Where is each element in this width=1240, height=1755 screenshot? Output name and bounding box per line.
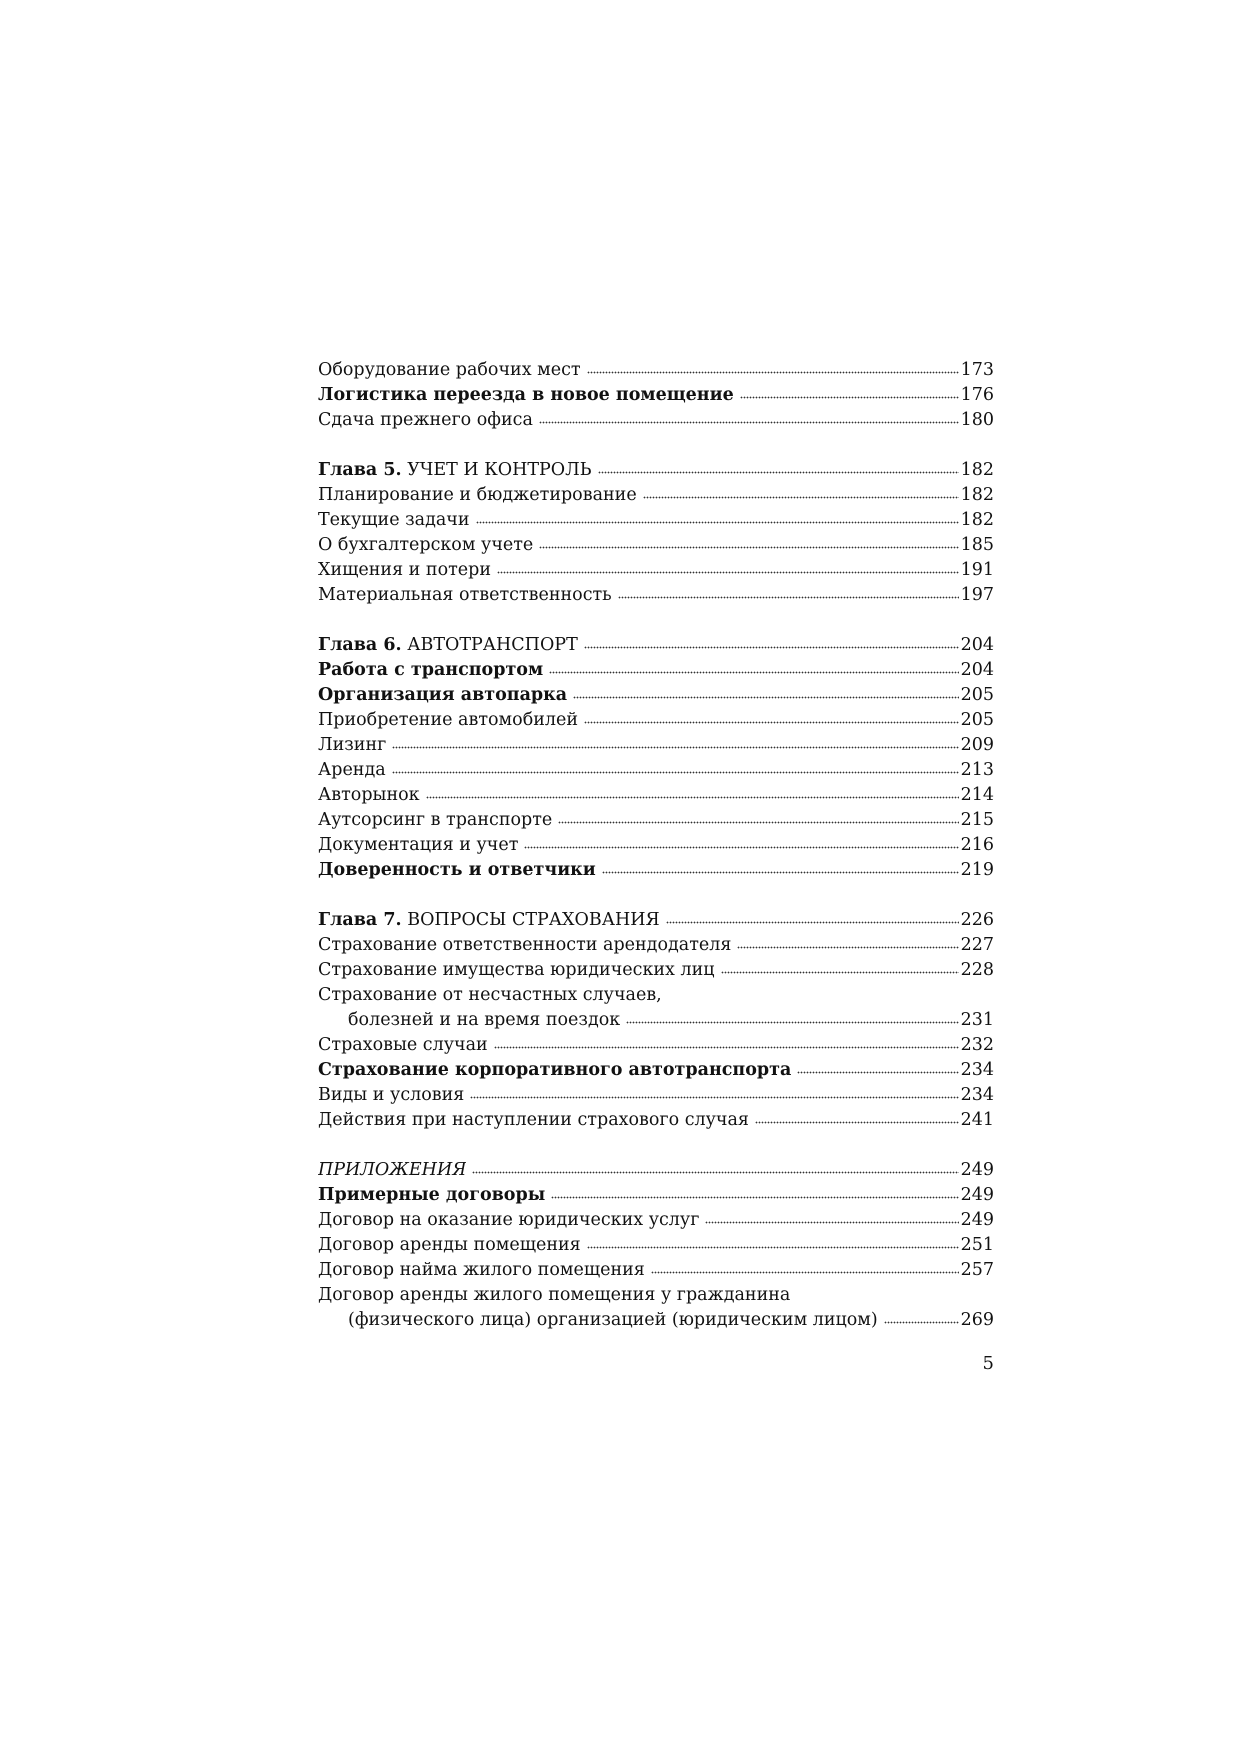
toc-section: [318, 633, 994, 883]
toc-entry-title: [318, 558, 491, 583]
leader-dots: [476, 519, 959, 525]
toc-page-number: 204: [960, 660, 994, 680]
toc-entry[interactable]: [318, 658, 994, 683]
toc-entry-text: Страховые случаи: [318, 1035, 488, 1055]
toc-entry-text: Страхование ответственности арендодателя: [318, 935, 732, 955]
toc-entry-title: [318, 1158, 466, 1183]
toc-page-number: 176: [960, 385, 994, 405]
toc-entry[interactable]: [318, 1058, 994, 1083]
leader-dots: [558, 819, 958, 825]
toc-entry-text: Лизинг: [318, 735, 387, 755]
chapter-label: Глава 5.: [318, 460, 402, 480]
toc-entry-text: Договор аренды помещения: [318, 1235, 581, 1255]
toc-entry[interactable]: [318, 1108, 994, 1133]
toc-entry[interactable]: [318, 533, 994, 558]
leader-dots: [551, 1194, 958, 1200]
toc-entry[interactable]: [318, 358, 994, 383]
leader-dots: [470, 1094, 958, 1100]
toc-page-number: 197: [960, 585, 994, 605]
toc-entry[interactable]: [318, 1208, 994, 1233]
toc-entry-text: Сдача прежнего офиса: [318, 410, 533, 430]
leader-dots: [666, 919, 959, 925]
toc-entry-text: Работа с транспортом: [318, 660, 544, 680]
toc-entry[interactable]: [318, 858, 994, 883]
toc-page-number: 182: [960, 485, 994, 505]
toc-chapter-entry[interactable]: [318, 633, 994, 658]
toc-entry[interactable]: [318, 1183, 994, 1208]
leader-dots: [740, 394, 959, 400]
leader-dots: [392, 744, 958, 750]
toc-page-number: 182: [960, 460, 994, 480]
toc-entry-text: Логистика переезда в новое помещение: [318, 385, 734, 405]
chapter-label: Глава 7.: [318, 910, 402, 930]
toc-entry[interactable]: [318, 483, 994, 508]
toc-entry-text: Текущие задачи: [318, 510, 470, 530]
toc-entry-title: [318, 1033, 488, 1058]
toc-page-number: 219: [960, 860, 994, 880]
leader-dots: [618, 594, 959, 600]
toc-entry-title: [318, 983, 662, 1008]
toc-entry-title: [318, 908, 660, 933]
toc-entry-title: [318, 808, 552, 833]
toc-entry-title: [318, 783, 420, 808]
toc-entry-text: О бухгалтерском учете: [318, 535, 534, 555]
leader-dots: [539, 544, 958, 550]
leader-dots: [737, 944, 958, 950]
toc-page-number: 205: [960, 685, 994, 705]
toc-entry-text: Примерные договоры: [318, 1185, 546, 1205]
toc-section: [318, 358, 994, 433]
toc-entry-text: Авторынок: [318, 785, 420, 805]
toc-entry[interactable]: [318, 683, 994, 708]
toc-entry[interactable]: [318, 1283, 994, 1308]
leader-dots: [472, 1169, 958, 1175]
toc-entry-title: [318, 1258, 645, 1283]
toc-entry-text: Договор найма жилого помещения: [318, 1260, 645, 1280]
leader-dots: [426, 794, 959, 800]
toc-page-number: 249: [960, 1210, 994, 1230]
toc-chapter-entry[interactable]: [318, 458, 994, 483]
toc-page-number: 213: [960, 760, 994, 780]
leader-dots: [651, 1269, 959, 1275]
leader-dots: [494, 1044, 959, 1050]
leader-dots: [797, 1069, 958, 1075]
toc-entry-title: [318, 1208, 699, 1233]
toc-entry-text: Договор на оказание юридических услуг: [318, 1210, 700, 1230]
toc-chapter-entry[interactable]: [318, 908, 994, 933]
leader-dots: [539, 419, 959, 425]
leader-dots: [497, 569, 959, 575]
toc-entry-title: [318, 458, 592, 483]
toc-entry-continuation[interactable]: [318, 1308, 994, 1333]
toc-entry-text: УЧЕТ И КОНТРОЛЬ: [407, 460, 592, 480]
toc-section: [318, 908, 994, 1133]
leader-dots: [643, 494, 959, 500]
leader-dots: [573, 694, 958, 700]
toc-entry-text: Оборудование рабочих мест: [318, 360, 581, 380]
toc-entry-text: ПРИЛОЖЕНИЯ: [318, 1160, 467, 1180]
leader-dots: [602, 869, 959, 875]
toc-entry[interactable]: [318, 1233, 994, 1258]
leader-dots: [584, 719, 959, 725]
toc-entry-continuation-text: (физического лица) организацией (юридическим лицом): [348, 1310, 878, 1330]
toc-entry-title: [318, 408, 533, 433]
toc-page-number: 182: [960, 510, 994, 530]
toc-entry-title: [318, 758, 386, 783]
toc-entry-continuation[interactable]: [318, 1008, 994, 1033]
toc-entry[interactable]: [318, 508, 994, 533]
toc-page-number: 180: [960, 410, 994, 430]
toc-entry[interactable]: [318, 783, 994, 808]
toc-entry-title: [318, 533, 533, 558]
toc-entry[interactable]: [318, 1158, 994, 1183]
leader-dots: [755, 1119, 959, 1125]
toc-page-number: 173: [960, 360, 994, 380]
toc-page-number: 227: [960, 935, 994, 955]
page-number: 5: [982, 1353, 994, 1374]
table-of-contents: [318, 358, 994, 1358]
toc-entry-title: [318, 483, 637, 508]
toc-entry-text: Приобретение автомобилей: [318, 710, 579, 730]
toc-entry-title: [318, 1083, 464, 1108]
toc-entry-text: Аутсорсинг в транспорте: [318, 810, 553, 830]
leader-dots: [884, 1319, 959, 1325]
toc-entry-text: Документация и учет: [318, 835, 519, 855]
toc-page-number: 241: [960, 1110, 994, 1130]
toc-page-number: 232: [960, 1035, 994, 1055]
toc-section: [318, 458, 994, 608]
toc-entry[interactable]: [318, 583, 994, 608]
toc-entry[interactable]: [318, 933, 994, 958]
toc-page-number: 204: [960, 635, 994, 655]
toc-entry-text: Виды и условия: [318, 1085, 465, 1105]
toc-entry-text: АВТОТРАНСПОРТ: [407, 635, 578, 655]
toc-page-number: 226: [960, 910, 994, 930]
toc-entry-title: [318, 1283, 790, 1308]
toc-entry-title: [318, 508, 470, 533]
toc-entry-title: [318, 858, 596, 883]
toc-entry-title: [318, 633, 578, 658]
toc-entry[interactable]: [318, 1033, 994, 1058]
toc-page-number: 216: [960, 835, 994, 855]
toc-entry-title: [318, 933, 731, 958]
leader-dots: [392, 769, 959, 775]
leader-dots: [626, 1019, 958, 1025]
toc-entry[interactable]: [318, 408, 994, 433]
leader-dots: [721, 969, 959, 975]
toc-entry[interactable]: [318, 758, 994, 783]
toc-entry-title: [318, 733, 386, 758]
toc-entry[interactable]: [318, 833, 994, 858]
toc-entry-text: Страхование от несчастных случаев,: [318, 985, 662, 1005]
toc-entry-title: [318, 683, 567, 708]
leader-dots: [587, 1244, 959, 1250]
toc-entry-text: Хищения и потери: [318, 560, 492, 580]
toc-entry-continuation-text: болезней и на время поездок: [348, 1010, 621, 1030]
toc-entry[interactable]: [318, 708, 994, 733]
toc-page-number: 209: [960, 735, 994, 755]
leader-dots: [587, 369, 959, 375]
toc-page-number: 214: [960, 785, 994, 805]
toc-page-number: 205: [960, 710, 994, 730]
leader-dots: [705, 1219, 958, 1225]
toc-entry-title: [318, 833, 518, 858]
toc-entry-text: Доверенность и ответчики: [318, 860, 596, 880]
toc-entry-title: [318, 1183, 545, 1208]
toc-entry-text: Действия при наступлении страхового случая: [318, 1110, 749, 1130]
toc-page-number: 257: [960, 1260, 994, 1280]
toc-section: [318, 1158, 994, 1333]
toc-page-number: 249: [960, 1160, 994, 1180]
chapter-label: Глава 6.: [318, 635, 402, 655]
toc-entry-text: Договор аренды жилого помещения у гражданина: [318, 1285, 791, 1305]
toc-entry[interactable]: [318, 558, 994, 583]
toc-entry-text: Планирование и бюджетирование: [318, 485, 637, 505]
toc-entry-title: [318, 383, 734, 408]
toc-entry[interactable]: [318, 733, 994, 758]
toc-page-number: 191: [960, 560, 994, 580]
toc-entry-title: [318, 708, 578, 733]
toc-entry-text: Материальная ответственность: [318, 585, 612, 605]
toc-page-number: 234: [960, 1060, 994, 1080]
toc-page-number: 249: [960, 1185, 994, 1205]
toc-page-number: 185: [960, 535, 994, 555]
toc-entry-text: Страхование корпоративного автотранспорта: [318, 1060, 792, 1080]
toc-entry[interactable]: [318, 1258, 994, 1283]
toc-entry-text: Аренда: [318, 760, 386, 780]
toc-page-number: 231: [960, 1010, 994, 1030]
toc-entry-title: [318, 658, 543, 683]
toc-page-number: 228: [960, 960, 994, 980]
toc-entry-title: [318, 1108, 749, 1133]
toc-entry-title: [318, 358, 581, 383]
toc-entry[interactable]: [318, 983, 994, 1008]
toc-entry[interactable]: [318, 383, 994, 408]
toc-entry[interactable]: [318, 808, 994, 833]
toc-page-number: 269: [960, 1310, 994, 1330]
toc-entry-text: Страхование имущества юридических лиц: [318, 960, 715, 980]
leader-dots: [549, 669, 958, 675]
toc-entry-title: [318, 958, 715, 983]
leader-dots: [598, 469, 959, 475]
toc-page-number: 215: [960, 810, 994, 830]
toc-entry-text: ВОПРОСЫ СТРАХОВАНИЯ: [407, 910, 660, 930]
leader-dots: [524, 844, 958, 850]
toc-page-number: 234: [960, 1085, 994, 1105]
toc-entry-title: [318, 583, 612, 608]
toc-entry[interactable]: [318, 958, 994, 983]
leader-dots: [584, 644, 959, 650]
toc-page-number: 251: [960, 1235, 994, 1255]
toc-entry-title: [318, 1058, 791, 1083]
toc-entry-title: [318, 1233, 581, 1258]
toc-entry[interactable]: [318, 1083, 994, 1108]
toc-entry-text: Организация автопарка: [318, 685, 568, 705]
